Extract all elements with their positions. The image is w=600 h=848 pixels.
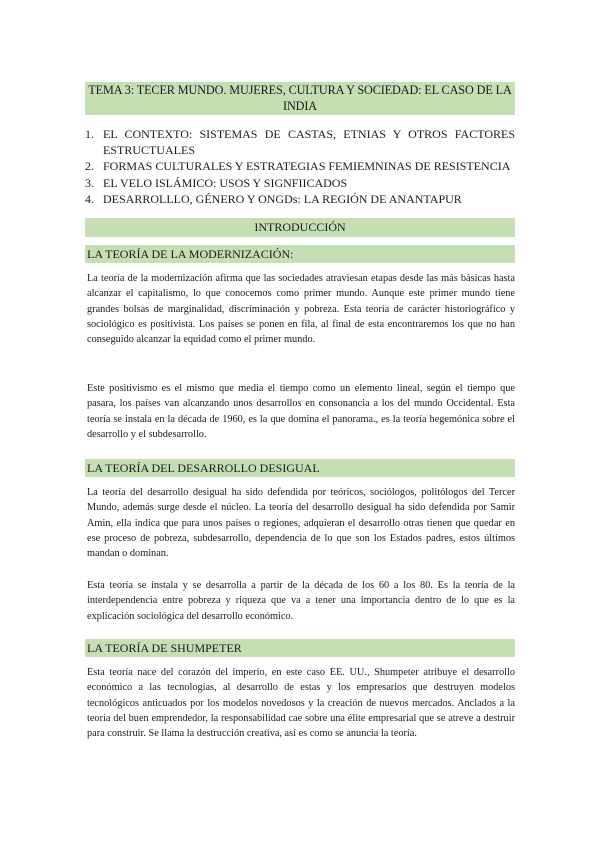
toc-item [85, 126, 515, 158]
toc-item [85, 175, 515, 191]
section-heading-shumpeter: LA TEORÍA DE SHUMPETER [85, 639, 515, 657]
section-heading-modernizacion: LA TEORÍA DE LA MODERNIZACIÓN: [85, 245, 515, 263]
paragraph: La teoría de la modernización afirma que las sociedades atraviesan etapas desde las más básicas hasta alcanzar el capitalismo, lo que conocemos como primer mundo. Aunque este primer mundo tiene grandes bolsas de marginalidad, discriminación y pobreza. Esta teoría de carácter historiográfico y sociológico es positivista. Los países se ponen en fila, al final de esta encontraremos los que no han conseguido alcanzar la equidad como el primer mundo. [87, 273, 515, 346]
toc-item-number: 3. [85, 175, 94, 190]
document-title: TEMA 3: TECER MUNDO. MUJERES, CULTURA Y SOCIEDAD: EL CASO DE LA INDIA [85, 82, 515, 115]
table-of-contents [85, 126, 515, 207]
toc-item [85, 191, 515, 207]
section-heading-desarrollo-desigual: LA TEORÍA DEL DESARROLLO DESIGUAL [85, 459, 515, 477]
toc-item-text: EL CONTEXTO: SISTEMAS DE CASTAS, ETNIAS Y OTROS FACTORES ESTRUCTUALES [103, 127, 515, 158]
toc-item-number: 2. [85, 159, 94, 174]
paragraph: Esta teoría se instala y se desarrolla a partir de la década de los 60 a los 80. Es la teoría de la interdependencia entre pobreza y riqueza que va a tener una importancia dentro de lo que es la explicación sociológica del desarrollo económico. [87, 580, 515, 622]
toc-item-number: 4. [85, 191, 94, 206]
toc-item-text: EL VELO ISLÁMICO: USOS Y SIGNFIICADOS [103, 175, 348, 190]
paragraph: Esta teoría nace del corazón del imperio, en este caso EE. UU., Shumpeter atribuye el desarrollo económico a las tecnologías, al desarrollo de estas y los empresarios que destruyen modelos tecnológicos anticuados por los modelos novedosos y la creación de nuevos mercados. Anclados a la teoría del buen emprendedor, la responsabilidad cae sobre una élite empresarial que se atreve a destruir para construir. Se llama la destrucción creativa, así es como se anuncia la teoría. [87, 667, 515, 740]
toc-item-text: FORMAS CULTURALES Y ESTRATEGIAS FEMIEMNINAS DE RESISTENCIA [103, 159, 511, 174]
toc-item-text: DESARROLLLO, GÉNERO Y ONGDs: LA REGIÓN DE ANANTAPUR [103, 191, 462, 206]
paragraph: La teoría del desarrollo desigual ha sido defendida por teóricos, sociólogos, politólogos del Tercer Mundo, además surge desde el núcleo. La teoría del desarrollo desigual ha sido defendida por Samir Amin, ella indica que para unos países o regiones, adquieran el desarrollo otras tienen que quedar en ese proceso de pobreza, subdesarrollo, dependencia de lo que son los Estados padres, estos últimos mandan o dominan. [87, 487, 515, 560]
paragraph: Este positivismo es el mismo que media el tiempo como un elemento lineal, según el tiempo que pasara, los países van alcanzando unos desarrollos en consonancia a los del mundo Occidental. Esta teoría se instala en la década de 1960, es la que domina el panorama., es la teoría hegemónica sobre el desarrollo y el subdesarrollo. [87, 383, 515, 440]
intro-heading: INTRODUCCIÓN [85, 218, 515, 237]
toc-item [85, 158, 515, 174]
toc-item-number: 1. [85, 127, 94, 141]
